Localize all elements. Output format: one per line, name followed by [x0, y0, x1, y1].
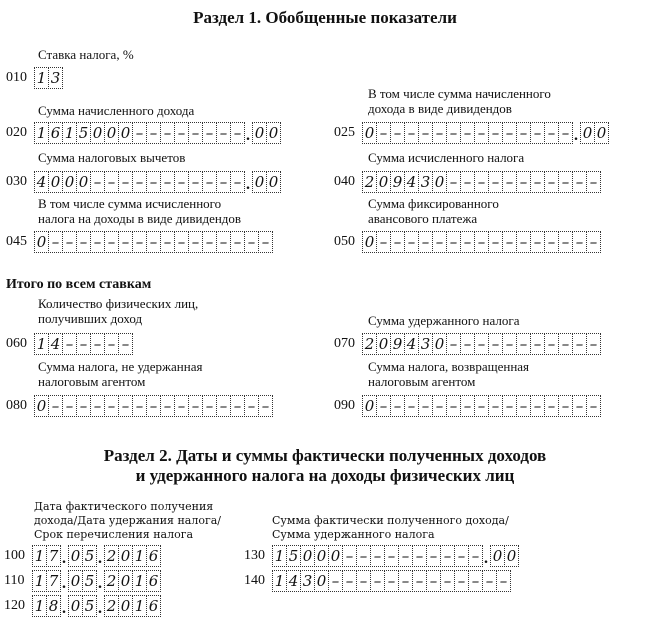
month-cell: 0	[68, 570, 83, 592]
label-070: Сумма удержанного налога	[368, 313, 520, 328]
digit-cell: –	[544, 231, 559, 253]
digit-cell: –	[160, 171, 175, 193]
totals-heading: Итого по всем ставкам	[6, 277, 152, 292]
digit-cell: –	[474, 333, 489, 355]
year-cell: 2	[104, 545, 119, 567]
digit-cell: 1	[62, 122, 77, 144]
digit-cell: 0	[34, 395, 49, 417]
digit-cell: –	[446, 231, 461, 253]
code-080: 080	[6, 398, 27, 413]
fraction-cell: 0	[580, 122, 595, 144]
digit-cell: 4	[34, 171, 49, 193]
digit-cell: 0	[314, 570, 329, 592]
digit-cell: –	[244, 395, 259, 417]
digit-cell: –	[384, 545, 399, 567]
label-060: Количество физических лиц, получивших доход	[38, 296, 199, 326]
code-010: 010	[6, 70, 27, 85]
digit-cell: –	[482, 570, 497, 592]
digit-cell: –	[418, 231, 433, 253]
code-045: 045	[6, 234, 27, 249]
digit-cell: –	[230, 122, 245, 144]
digit-cell: –	[62, 395, 77, 417]
year-cell: 1	[132, 595, 147, 617]
code-060: 060	[6, 336, 27, 351]
year-cell: 0	[118, 570, 133, 592]
section2-title-line1: Раздел 2. Даты и суммы фактически полученных доходов	[103, 446, 547, 465]
code-090: 090	[334, 398, 355, 413]
month-cell: 5	[82, 570, 97, 592]
digit-cell: –	[118, 395, 133, 417]
code-140: 140	[244, 573, 265, 588]
digit-cell: –	[432, 122, 447, 144]
digit-cell: 2	[362, 333, 377, 355]
digit-cell: –	[460, 333, 475, 355]
digit-cell: –	[230, 171, 245, 193]
code-025: 025	[334, 125, 355, 140]
digit-cell: 3	[300, 570, 315, 592]
day-cell: 8	[46, 595, 61, 617]
digit-cell: –	[558, 171, 573, 193]
digit-cell: –	[530, 333, 545, 355]
digit-cell: –	[370, 545, 385, 567]
digit-cell: 1	[272, 545, 287, 567]
digit-cell: –	[376, 231, 391, 253]
month-cell: 0	[68, 595, 83, 617]
digit-cell: 2	[362, 171, 377, 193]
digit-cell: –	[258, 395, 273, 417]
digit-cell: –	[62, 333, 77, 355]
digit-cell: –	[390, 122, 405, 144]
digit-cell: 0	[118, 122, 133, 144]
digit-cell: 4	[286, 570, 301, 592]
digit-cell: –	[202, 122, 217, 144]
digit-cell: –	[104, 231, 119, 253]
digit-cell: –	[516, 395, 531, 417]
code-110: 110	[4, 573, 25, 588]
field-070[interactable]	[362, 333, 600, 355]
field-010[interactable]	[34, 67, 62, 89]
field-140[interactable]	[272, 570, 510, 592]
digit-cell: 0	[328, 545, 343, 567]
digit-cell: 0	[362, 122, 377, 144]
year-cell: 2	[104, 595, 119, 617]
digit-cell: –	[174, 122, 189, 144]
digit-cell: –	[244, 231, 259, 253]
fraction-cell: 0	[594, 122, 609, 144]
digit-cell: –	[530, 395, 545, 417]
separator-dot: .	[98, 600, 102, 617]
separator-dot: .	[62, 575, 66, 592]
digit-cell: –	[118, 333, 133, 355]
digit-cell: –	[460, 122, 475, 144]
code-050: 050	[334, 234, 355, 249]
digit-cell: –	[412, 570, 427, 592]
digit-cell: –	[502, 171, 517, 193]
digit-cell: 0	[90, 122, 105, 144]
digit-cell: –	[418, 395, 433, 417]
digit-cell: –	[488, 171, 503, 193]
digit-cell: –	[174, 395, 189, 417]
digit-cell: –	[530, 231, 545, 253]
digit-cell: –	[356, 545, 371, 567]
field-120[interactable]	[32, 595, 160, 617]
digit-cell: –	[188, 122, 203, 144]
label-010: Ставка налога, %	[38, 47, 134, 62]
day-cell: 1	[32, 595, 47, 617]
year-cell: 6	[146, 570, 161, 592]
digit-cell: –	[376, 395, 391, 417]
digit-cell: –	[174, 171, 189, 193]
digit-cell: –	[474, 171, 489, 193]
digit-cell: –	[544, 171, 559, 193]
day-cell: 1	[32, 545, 47, 567]
digit-cell: –	[174, 231, 189, 253]
digit-cell: 5	[76, 122, 91, 144]
field-030[interactable]	[34, 171, 280, 193]
digit-cell: 0	[314, 545, 329, 567]
digit-cell: –	[160, 231, 175, 253]
digit-cell: –	[516, 171, 531, 193]
digit-cell: –	[132, 231, 147, 253]
digit-cell: –	[188, 395, 203, 417]
year-cell: 2	[104, 570, 119, 592]
code-030: 030	[6, 174, 27, 189]
digit-cell: –	[474, 122, 489, 144]
month-cell: 5	[82, 545, 97, 567]
digit-cell: –	[572, 231, 587, 253]
digit-cell: 0	[376, 171, 391, 193]
digit-cell: –	[488, 231, 503, 253]
digit-cell: –	[76, 395, 91, 417]
day-cell: 1	[32, 570, 47, 592]
field-060[interactable]	[34, 333, 132, 355]
digit-cell: –	[474, 231, 489, 253]
digit-cell: –	[398, 570, 413, 592]
label-040: Сумма исчисленного налога	[368, 150, 525, 165]
code-100: 100	[4, 548, 25, 563]
digit-cell: –	[454, 545, 469, 567]
label-030: Сумма налоговых вычетов	[38, 150, 186, 165]
year-cell: 6	[146, 595, 161, 617]
digit-cell: –	[440, 545, 455, 567]
digit-cell: 5	[286, 545, 301, 567]
fraction-cell: 0	[490, 545, 505, 567]
digit-cell: 1	[34, 333, 49, 355]
digit-cell: –	[544, 333, 559, 355]
month-cell: 0	[68, 545, 83, 567]
digit-cell: –	[530, 122, 545, 144]
year-cell: 6	[146, 545, 161, 567]
separator-dot: .	[484, 550, 488, 567]
digit-cell: –	[432, 395, 447, 417]
digit-cell: –	[90, 333, 105, 355]
digit-cell: –	[558, 231, 573, 253]
digit-cell: 0	[104, 122, 119, 144]
separator-dot: .	[246, 176, 250, 193]
digit-cell: –	[188, 171, 203, 193]
field-050[interactable]	[362, 231, 600, 253]
digit-cell: –	[160, 122, 175, 144]
digit-cell: –	[558, 122, 573, 144]
digit-cell: –	[202, 231, 217, 253]
digit-cell: –	[398, 545, 413, 567]
field-080[interactable]	[34, 395, 272, 417]
separator-dot: .	[246, 127, 250, 144]
digit-cell: –	[104, 395, 119, 417]
year-cell: 0	[118, 545, 133, 567]
digit-cell: –	[76, 333, 91, 355]
digit-cell: –	[118, 231, 133, 253]
digit-cell: –	[90, 171, 105, 193]
digit-cell: –	[502, 231, 517, 253]
code-120: 120	[4, 598, 25, 613]
code-040: 040	[334, 174, 355, 189]
section2-title-line2: и удержанного налога на доходы физических лиц	[135, 466, 515, 485]
digit-cell: –	[586, 231, 601, 253]
digit-cell: –	[376, 122, 391, 144]
digit-cell: –	[446, 333, 461, 355]
field-025[interactable]	[362, 122, 608, 144]
digit-cell: –	[488, 395, 503, 417]
code-020: 020	[6, 125, 27, 140]
digit-cell: –	[404, 231, 419, 253]
digit-cell: –	[132, 395, 147, 417]
digit-cell: –	[90, 395, 105, 417]
digit-cell: –	[446, 122, 461, 144]
digit-cell: –	[132, 122, 147, 144]
digit-cell: –	[202, 395, 217, 417]
digit-cell: –	[216, 122, 231, 144]
digit-cell: –	[530, 171, 545, 193]
digit-cell: –	[558, 395, 573, 417]
digit-cell: 0	[376, 333, 391, 355]
digit-cell: –	[572, 333, 587, 355]
digit-cell: –	[188, 231, 203, 253]
digit-cell: –	[496, 570, 511, 592]
digit-cell: –	[76, 231, 91, 253]
digit-cell: –	[62, 231, 77, 253]
digit-cell: –	[132, 171, 147, 193]
digit-cell: –	[412, 545, 427, 567]
digit-cell: 0	[62, 171, 77, 193]
field-090[interactable]	[362, 395, 600, 417]
digit-cell: –	[474, 395, 489, 417]
day-cell: 7	[46, 545, 61, 567]
digit-cell: –	[216, 395, 231, 417]
digit-cell: –	[342, 545, 357, 567]
fraction-cell: 0	[504, 545, 519, 567]
digit-cell: –	[216, 231, 231, 253]
digit-cell: –	[426, 545, 441, 567]
digit-cell: 1	[34, 122, 49, 144]
digit-cell: –	[516, 333, 531, 355]
field-130[interactable]	[272, 545, 518, 567]
digit-cell: –	[502, 333, 517, 355]
separator-dot: .	[62, 600, 66, 617]
digit-cell: –	[572, 171, 587, 193]
digit-cell: 0	[432, 333, 447, 355]
digit-cell: 0	[48, 171, 63, 193]
digit-cell: –	[544, 395, 559, 417]
fraction-cell: 0	[266, 122, 281, 144]
digit-cell: –	[48, 231, 63, 253]
digit-cell: –	[468, 570, 483, 592]
digit-cell: –	[160, 395, 175, 417]
digit-cell: –	[384, 570, 399, 592]
digit-cell: 0	[432, 171, 447, 193]
digit-cell: 4	[404, 171, 419, 193]
digit-cell: –	[516, 122, 531, 144]
digit-cell: 0	[34, 231, 49, 253]
section1-title: Раздел 1. Обобщенные показатели	[193, 8, 457, 27]
digit-cell: –	[356, 570, 371, 592]
digit-cell: 4	[48, 333, 63, 355]
digit-cell: 9	[390, 333, 405, 355]
digit-cell: –	[216, 171, 231, 193]
year-cell: 1	[132, 570, 147, 592]
field-045[interactable]	[34, 231, 272, 253]
label-090: Сумма налога, возвращенная налоговым агентом	[368, 359, 530, 389]
day-cell: 7	[46, 570, 61, 592]
digit-cell: –	[230, 395, 245, 417]
year-cell: 1	[132, 545, 147, 567]
digit-cell: –	[202, 171, 217, 193]
digit-cell: –	[502, 122, 517, 144]
digit-cell: –	[454, 570, 469, 592]
label-dates: Дата фактического получения дохода/Дата удержания налога/ Срок перечисления налога	[34, 500, 221, 541]
field-110[interactable]	[32, 570, 160, 592]
digit-cell: –	[390, 395, 405, 417]
digit-cell: –	[342, 570, 357, 592]
digit-cell: –	[370, 570, 385, 592]
digit-cell: –	[586, 395, 601, 417]
month-cell: 5	[82, 595, 97, 617]
digit-cell: 0	[362, 231, 377, 253]
separator-dot: .	[98, 575, 102, 592]
digit-cell: 0	[76, 171, 91, 193]
digit-cell: –	[544, 122, 559, 144]
digit-cell: –	[146, 171, 161, 193]
digit-cell: 0	[300, 545, 315, 567]
digit-cell: –	[146, 231, 161, 253]
digit-cell: –	[404, 122, 419, 144]
separator-dot: .	[62, 550, 66, 567]
digit-cell: 1	[272, 570, 287, 592]
digit-cell: –	[460, 231, 475, 253]
digit-cell: –	[586, 171, 601, 193]
digit-cell: –	[104, 171, 119, 193]
field-020[interactable]	[34, 122, 280, 144]
digit-cell: –	[104, 333, 119, 355]
digit-cell: –	[418, 122, 433, 144]
digit-cell: –	[328, 570, 343, 592]
digit-cell: –	[460, 395, 475, 417]
digit-cell: –	[460, 171, 475, 193]
digit-cell: 3	[48, 67, 63, 89]
digit-cell: –	[230, 231, 245, 253]
digit-cell: –	[440, 570, 455, 592]
digit-cell: –	[572, 395, 587, 417]
separator-dot: .	[98, 550, 102, 567]
label-025: В том числе сумма начисленного дохода в виде дивидендов	[368, 86, 551, 116]
label-045: В том числе сумма исчисленного налога на доходы в виде дивидендов	[38, 196, 242, 226]
fraction-cell: 0	[252, 122, 267, 144]
digit-cell: –	[446, 171, 461, 193]
digit-cell: –	[258, 231, 273, 253]
digit-cell: –	[432, 231, 447, 253]
digit-cell: 4	[404, 333, 419, 355]
fraction-cell: 0	[266, 171, 281, 193]
digit-cell: 6	[48, 122, 63, 144]
digit-cell: 3	[418, 333, 433, 355]
digit-cell: –	[146, 395, 161, 417]
separator-dot: .	[574, 127, 578, 144]
digit-cell: 3	[418, 171, 433, 193]
code-130: 130	[244, 548, 265, 563]
digit-cell: –	[586, 333, 601, 355]
digit-cell: –	[488, 122, 503, 144]
digit-cell: –	[558, 333, 573, 355]
digit-cell: 9	[390, 171, 405, 193]
digit-cell: –	[516, 231, 531, 253]
digit-cell: –	[390, 231, 405, 253]
year-cell: 0	[118, 595, 133, 617]
label-020: Сумма начисленного дохода	[38, 103, 195, 118]
digit-cell: –	[426, 570, 441, 592]
digit-cell: –	[468, 545, 483, 567]
label-050: Сумма фиксированного авансового платежа	[368, 196, 499, 226]
digit-cell: –	[446, 395, 461, 417]
code-070: 070	[334, 336, 355, 351]
digit-cell: 1	[34, 67, 49, 89]
fraction-cell: 0	[252, 171, 267, 193]
label-sums: Сумма фактически полученного дохода/ Сумма удержанного налога	[272, 514, 509, 541]
digit-cell: –	[502, 395, 517, 417]
label-080: Сумма налога, не удержанная налоговым агентом	[38, 359, 203, 389]
field-100[interactable]	[32, 545, 160, 567]
field-040[interactable]	[362, 171, 600, 193]
digit-cell: –	[118, 171, 133, 193]
digit-cell: –	[404, 395, 419, 417]
digit-cell: –	[48, 395, 63, 417]
digit-cell: –	[90, 231, 105, 253]
digit-cell: –	[146, 122, 161, 144]
digit-cell: –	[488, 333, 503, 355]
digit-cell: 0	[362, 395, 377, 417]
